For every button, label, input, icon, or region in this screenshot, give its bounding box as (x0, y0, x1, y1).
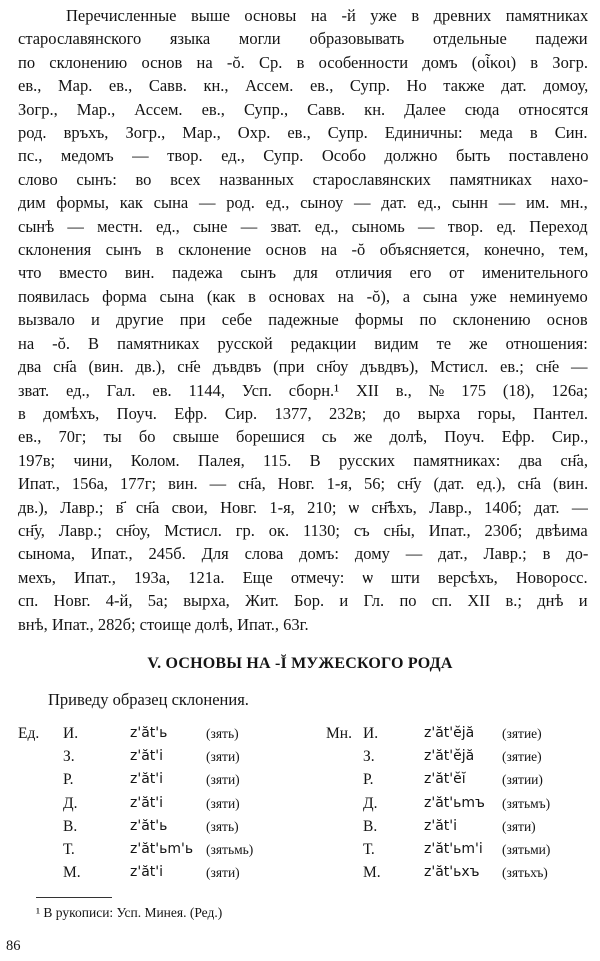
declension-row (326, 815, 596, 838)
slavonic-form: (зять) (206, 818, 239, 834)
declension-row (18, 722, 288, 745)
slavonic-form: (зятьми) (502, 841, 551, 857)
case-label: Р. (363, 771, 374, 789)
case-label: Т. (363, 840, 375, 858)
text-line: ев., Мар. ев., Савв. кн., Ассем. ев., Супр. Но также дат. домоу, (18, 76, 588, 96)
case-label: Р. (63, 771, 74, 789)
declension-row (18, 815, 288, 838)
text-line: пс., медомъ — твор. ед., Супр. Особо должно быть поставлено (18, 146, 588, 166)
plural-declension-table (326, 722, 596, 884)
transliteration: z'ăt'i (130, 794, 164, 811)
case-label: Т. (63, 840, 75, 858)
transliteration: z'ăt'ьmъ (424, 794, 485, 811)
text-line: зват. ед., Гал. ев. 1144, Усп. сборн.¹ XII в., № 175 (18), 126а; (18, 380, 588, 400)
transliteration: z'ăt'i (130, 748, 164, 765)
transliteration: z'ăt'ьm'ь (130, 840, 194, 857)
text-line: появилась форма сына (как в основах на -ŏ), а сына уже неминуемо (18, 286, 588, 306)
text-line: род. връхъ, Зогр., Мар., Охр. ев., Супр. Единичны: меда в Син. (18, 123, 588, 143)
slavonic-form: (зяти) (206, 865, 240, 881)
declension-row (326, 792, 596, 815)
text-line: внѣ, Ипат., 282б; стоище долѣ, Ипат., 63г. (18, 614, 309, 634)
text-line: в домѣхъ, Поуч. Ефр. Сир. 1377, 232в; до вырха горы, Пантел. (18, 403, 588, 423)
number-label: Ед. (18, 725, 40, 742)
transliteration: z'ăt'i (130, 771, 164, 788)
text-line: Перечисленные выше основы на -й уже в древних памятниках (66, 6, 588, 25)
text-line: сн҃у, Лавр.; сн҃оу, Мстисл. гр. ок. 1130; съ сн҃ы, Ипат., 230б; двѣима (18, 520, 588, 540)
slavonic-form: (зятьмъ) (502, 795, 551, 811)
text-line: 197в; чини, Колом. Палея, 115. В русских памятниках: два сн҃а, (18, 450, 588, 470)
slavonic-form: (зять) (206, 726, 239, 741)
declension-row (18, 745, 288, 768)
declension-row (326, 838, 596, 861)
transliteration: z'ăt'ьхъ (424, 864, 480, 881)
declension-row (18, 861, 288, 884)
slavonic-form: (зяти) (206, 749, 240, 765)
case-label: Д. (363, 794, 378, 812)
page-number: 86 (6, 938, 21, 954)
text-line: склонения сынъ в склонение основ на -ŏ объясняется, конечно, тем, (18, 240, 588, 260)
slavonic-form: (зяти) (502, 818, 536, 834)
case-label: И. (63, 725, 79, 742)
case-label: В. (363, 817, 378, 835)
intro-sentence: Приведу образец склонения. (48, 690, 249, 709)
transliteration: z'ăt'ĕjă (424, 748, 475, 765)
slavonic-form: (зятие) (502, 749, 542, 765)
declension-row (18, 768, 288, 791)
footnote: ¹ В рукописи: Усп. Минея. (Ред.) (36, 905, 223, 920)
body-paragraph (18, 4, 588, 636)
text-line: два сн҃а (вин. дв.), сн҃е дъвдвъ (при сн҃оу дъвдвъ), Мстисл. ев.; сн҃е — (18, 357, 588, 377)
case-label: Д. (63, 794, 78, 812)
transliteration: z'ăt'ь (130, 817, 168, 834)
singular-declension-table (18, 722, 288, 884)
declension-row (18, 838, 288, 861)
slavonic-form: (зяти) (206, 795, 240, 811)
text-line: дим формы, как сына — род. ед., сыноу — дат. ед., сынн — им. мн., (18, 193, 588, 213)
text-line: Ипат., 156а, 177г; вин. — сн҃а, Новг. 1-я, 56; сн҃у (дат. ед.), сн҃а (вин. (18, 474, 588, 494)
slavonic-form: (зятии) (502, 772, 543, 788)
slavonic-form: (зятие) (502, 726, 542, 741)
declension-row (326, 722, 596, 745)
text-line: мехъ, Ипат., 193а, 121а. Еще отмечу: ѡ шти версѣхъ, Новоросс. (18, 567, 588, 587)
case-label: В. (63, 817, 78, 835)
case-label: М. (63, 864, 81, 882)
text-line: сынѣ — местн. ед., сыне — зват. ед., сыномь — твор. ед. Переход (18, 216, 588, 236)
number-label: Мн. (326, 725, 352, 742)
text-line: старославянского языка могли образовывать отдельные падежи (18, 29, 588, 49)
text-line: по склонению основ на -ŏ. Ср. в особенности домъ (οἶκοι) в Зогр. (18, 52, 588, 72)
transliteration: z'ăt'i (130, 864, 164, 881)
footnote-rule (36, 897, 112, 898)
slavonic-form: (зятьхъ) (502, 865, 548, 881)
text-line: дв.), Лавр.; в҃ сн҃а свои, Новг. 1-я, 210; ѡ сн҃ѣхъ, Лавр., 140б; дат. — (18, 497, 588, 517)
transliteration: z'ăt'ĕjă (424, 725, 475, 741)
transliteration: z'ăt'i (424, 817, 458, 834)
case-label: И. (363, 725, 379, 742)
transliteration: z'ăt'ĕĭ (424, 771, 466, 788)
text-line: сынома, Ипат., 245б. Для слова домъ: дому — дат., Лавр.; в до- (18, 544, 588, 564)
text-line: слово сынъ: во всех названных старославянских памятниках нахо- (18, 169, 588, 189)
text-line: Зогр., Мар., Ассем. ев., Супр., Савв. кн. Далее сюда относятся (18, 99, 588, 119)
text-line: на -ŏ. В памятниках русской редакции видим те же отношения: (18, 333, 588, 353)
text-line: что вместо вин. падежа сынъ для отличия его от именительного (18, 263, 588, 283)
section-heading: V. ОСНОВЫ НА -Ĭ МУЖЕСКОГО РОДА (147, 655, 453, 672)
text-line: сп. Новг. 4-й, 5а; вырха, Жит. Бор. и Гл. по сп. XII в.; днѣ и (18, 591, 588, 611)
declension-row (326, 861, 596, 884)
case-label: З. (363, 748, 375, 766)
slavonic-form: (зяти) (206, 772, 240, 788)
text-line: ев., 70г; ты бо свыше борешися сь же долѣ, Поуч. Ефр. Сир., (18, 427, 588, 447)
case-label: З. (63, 748, 75, 766)
text-line: вызвало и другие при себе падежные формы по склонению основ (18, 310, 588, 330)
declension-row (18, 792, 288, 815)
declension-row (326, 768, 596, 791)
slavonic-form: (зятьмь) (206, 841, 254, 857)
transliteration: z'ăt'ь (130, 725, 168, 741)
transliteration: z'ăt'ьm'i (424, 840, 483, 857)
case-label: М. (363, 864, 381, 882)
declension-row (326, 745, 596, 768)
